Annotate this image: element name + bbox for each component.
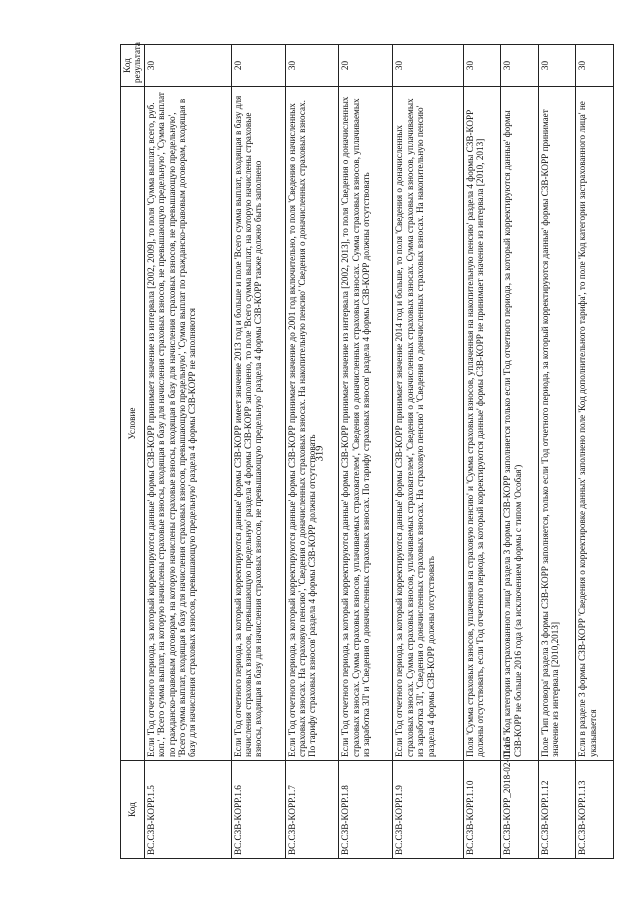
cell-result: 30 [538, 45, 576, 87]
cell-condition: Поля 'Сумма страховых взносов, уплаченная на страховую пенсию' и 'Сумма страховых взносов, уплаченная на накопительную пенсию' раздела 4 формы СЗВ-КОРР должны отсутствовать, если 'Год отчетного периода, за который корректируются данные' формы СЗВ-КОРР не принимает значение из интервала [2010, 2013] [463, 87, 501, 761]
table-row [285, 45, 339, 859]
page-number: 319 [314, 445, 326, 462]
table-row [339, 45, 393, 859]
table-row [393, 45, 463, 859]
cell-condition: Если 'Год отчетного периода, за который корректируются данные' формы СЗВ-КОРР принимает значение из интервала [2002, 2009], то поля 'Сумма выплат, всего, руб. коп.', 'Всего сумма выплат, на которую начислены страховые взносы, входящая в базу для начисления страховых взносов, не превышающую предельную', 'Сумма выплат по гражданско-правовым договорам, на которую начислены страховые взносы, входящая в базу для начисления страховых взносов, не превышающую предельную', 'Всего сумма выплат, входящая в базу для начисления страховых взносов, превышающую предельную', 'Сумма выплат по гражданско-правовым договорам, входящая в базу для начисления страховых взносов, превышающую предельную' раздела 4 формы СЗВ-КОРР не заполняются [144, 87, 231, 761]
cell-code: BC.СЗВ-КОРР.1.5 [144, 761, 231, 859]
header-result: Код результата [121, 45, 145, 87]
cell-code: BC.СЗВ-КОРР.1.9 [393, 761, 463, 859]
table-row [576, 45, 614, 859]
cell-condition: Если 'Год отчетного периода, за который корректируются данные' формы СЗВ-КОРР принимает значение из интервала [2002, 2013], то поля 'Сведения о доначисленных страховых взносах. Сумма страховых взносов, уплачиваемых страхователем', 'Сведения о доначисленных страховых взносах. Сумма страховых взносов, уплачиваемых из заработка ЗЛ' и 'Сведения о доначисленных страховых взносах. По тарифу страховых взносов' раздела 4 формы СЗВ-КОРР должны отсутствовать [339, 87, 393, 761]
cell-code: BC.СЗВ-КОРР_2018-02-01.1.5 [501, 761, 539, 859]
cell-code: BC.СЗВ-КОРР.1.8 [339, 761, 393, 859]
cell-condition: Если 'Год отчетного периода, за который корректируются данные' формы СЗВ-КОРР принимает значение до 2001 год включительно, то поля 'Сведения о начисленных страховых взносах. На страховую пенсию', 'Сведения о доначисленных страховых взносах. На накопительную пенсию' 'Сведения о доначисленных страховых взносах. По тарифу страховых взносов' раздела 4 формы СЗВ-КОРР должны отсутствовать [285, 87, 339, 761]
table-row [231, 45, 285, 859]
table-header-row [121, 45, 145, 859]
table-row [463, 45, 501, 859]
cell-condition: Поле 'Код категории застрахованного лица' раздела 3 формы СЗВ-КОРР заполняется только если 'Год отчетного периода, за который корректируются данные' формы СЗВ-КОРР не больше 2016 года (за исключением формы с типом 'Особая') [501, 87, 539, 761]
header-condition: Условие [121, 87, 145, 761]
table-row [501, 45, 539, 859]
cell-condition: Поле 'Тип договора' раздела 3 формы СЗВ-КОРР заполняется, только если 'Год отчетного периода, за который корректируются данные' формы СЗВ-КОРР принимает значение из интервала [2010,2013] [538, 87, 576, 761]
cell-condition: Если в разделе 3 формы СЗВ-КОРР 'Сведения о корректировке данных' заполнено поле 'Код дополнительного тарифа', то поле 'Код категории застрахованного лица' не указывается [576, 87, 614, 761]
validation-rules-table [120, 41, 614, 859]
cell-result: 30 [285, 45, 339, 87]
cell-result: 20 [339, 45, 393, 87]
cell-code: BC.СЗВ-КОРР.1.10 [463, 761, 501, 859]
cell-result: 30 [501, 45, 539, 87]
rotated-table-container [120, 41, 614, 859]
cell-condition: Если 'Год отчетного периода, за который корректируются данные' формы СЗВ-КОРР имеет значение 2013 год и больше и поле 'Всего сумма выплат, входящая в базу для начисления страховых взносов, превышающую предельную' раздела 4 формы СЗВ-КОРР заполнено, то поле 'Всего сумма выплат, на которую начислены страховые взносы, входящая в базу для начисления страховых взносов, не превышающую предельную' раздела 4 формы СЗВ-КОРР также должно быть заполнено [231, 87, 285, 761]
cell-code: BC.СЗВ-КОРР.1.13 [576, 761, 614, 859]
cell-result: 30 [393, 45, 463, 87]
cell-code: BC.СЗВ-КОРР.1.6 [231, 761, 285, 859]
cell-result: 20 [231, 45, 285, 87]
header-code: Код [121, 761, 145, 859]
table-row [538, 45, 576, 859]
table-row [144, 45, 231, 859]
cell-code: BC.СЗВ-КОРР.1.7 [285, 761, 339, 859]
cell-result: 30 [463, 45, 501, 87]
cell-result: 30 [576, 45, 614, 87]
cell-code: BC.СЗВ-КОРР.1.12 [538, 761, 576, 859]
cell-condition: Если 'Год отчетного периода, за который корректируются данные' формы СЗВ-КОРР принимает значение 2014 год и больше, то поля 'Сведения о доначисленных страховых взносах. Сумма страховых взносов, уплачиваемых страхователем', 'Сведения о доначисленных страховых взносах. Сумма страховых взносов, уплачиваемых из заработка ЗЛ', 'Сведения о доначисленных страховых взносах. На страховую пенсию' и 'Сведения о доначисленных страховых взносах. На накопительную пенсию' раздела 4 формы СЗВ-КОРР должны отсутствовать [393, 87, 463, 761]
cell-result: 30 [144, 45, 231, 87]
